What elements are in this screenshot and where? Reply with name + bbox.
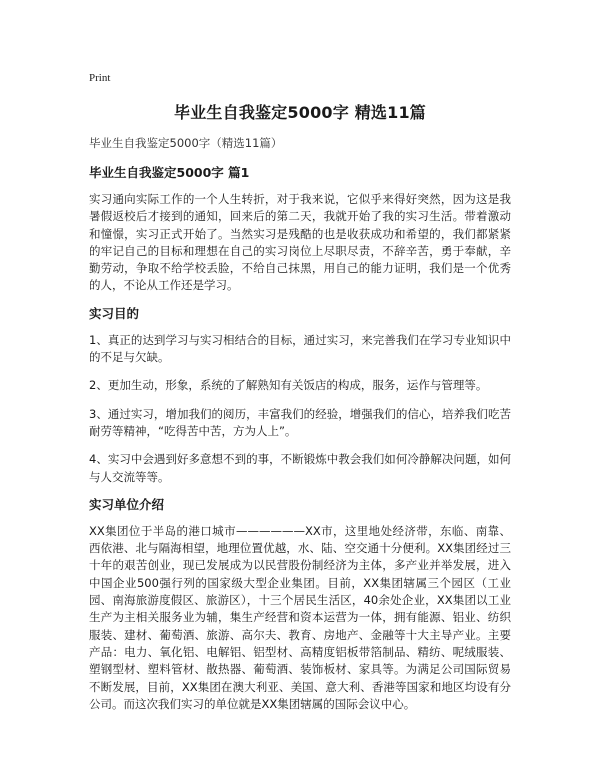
- page-title: 毕业生自我鉴定5000字 精选11篇: [174, 103, 426, 122]
- section-purpose: [89, 306, 511, 486]
- print-label[interactable]: Print: [89, 72, 111, 84]
- purpose-item-3: 3、通过实习，增加我们的阅历，丰富我们的经验，增强我们的信心，培养我们吃苦耐劳等精神，“吃得苦中苦，方为人上”。: [89, 406, 511, 438]
- purpose-item-4: 4、实习中会遇到好多意想不到的事，不断锻炼中教会我们如何冷静解决问题，如何与人交流等等。: [89, 452, 511, 484]
- part-heading: 毕业生自我鉴定5000字 篇1: [89, 165, 250, 180]
- section-heading: 实习目的: [89, 305, 140, 321]
- page-subtitle: 毕业生自我鉴定5000字（精选11篇）: [89, 136, 283, 150]
- purpose-item-1: 1、真正的达到学习与实习相结合的目标，通过实习，来完善我们在学习专业知识中的不足与欠缺。: [89, 332, 511, 365]
- intro-paragraph: 实习通向实际工作的一个人生转折，对于我来说，它似乎来得好突然，因为这是我暑假返校后才接到的通知，回来后的第二天，我就开始了我的实习生活。带着激动和憧憬，实习正式开始了。当然实习是残酷的也是收获成功和希望的，我们都紧紧的牢记自己的目标和理想在自己的实习岗位上尽职尽责，不辞辛苦，勇于奉献，辛勤劳动，争取不给学校丢脸，不给自己抹黑，用自己的能力证明，我们是一个优秀的人，不论从工作还是学习。: [89, 192, 511, 293]
- company-paragraph: XX集团位于半岛的港口城市——————XX市，这里地处经济带，东临、南靠、西依港、北与隔海相望，地理位置优越，水、陆、空交通十分便利。XX集团经过三十年的艰苦创业，现已发展成为以民营股份制经济为主体，多产业并举发展，进入中国企业500强行列的国家级大型企业集团。目前，XX集团辖属三个园区（工业园、南海旅游度假区、旅游区），十三个居民生活区，40余处企业，XX集团以工业生产为主相关服务业为辅，集生产经营和资本运营为一体，拥有能源、铝业、纺织服装、建材、葡萄酒、旅游、高尔夫、教育、房地产、金融等十大主导产业。主要产品：电力、氧化铝、电解铝、铝型材、高精度铝板带箔制品、精纺、呢绒服装、塑钢型材、塑料管材、散热器、葡萄酒、装饰板材、家具等。为满足公司国际贸易不断发展，目前，XX集团在澳大利亚、美国、意大利、香港等国家和地区均设有分公司。而这次我们实习的单位就是XX集团辖属的国际会议中心。: [89, 523, 511, 711]
- section-heading: 实习单位介绍: [89, 496, 165, 512]
- section-company: [89, 497, 511, 713]
- purpose-item-2: 2、更加生动，形象，系统的了解熟知有关饭店的构成，服务，运作与管理等。: [89, 378, 488, 393]
